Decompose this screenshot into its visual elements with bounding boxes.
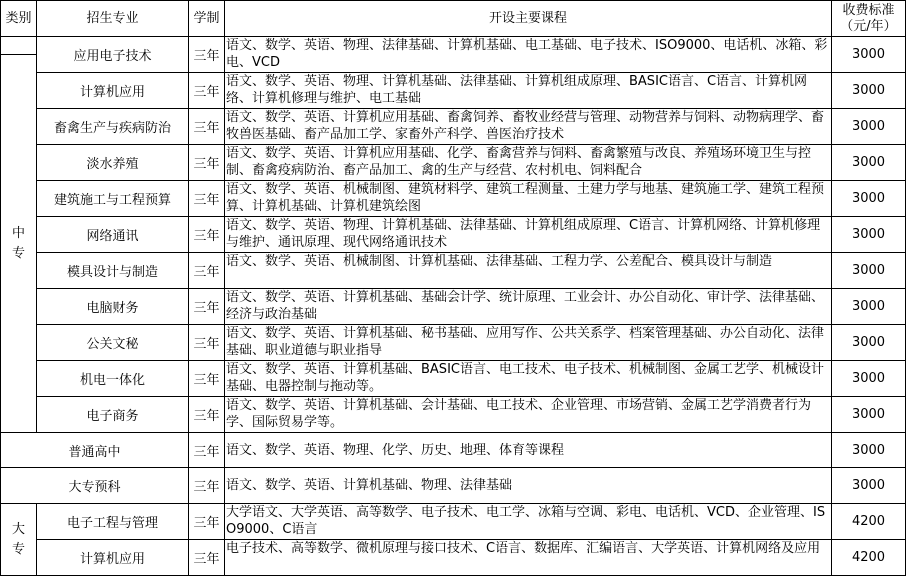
- courses-cell: 语文、数学、英语、计算机应用基础、畜禽饲养、畜牧业经营与管理、动物营养与饲料、动物病理学、畜牧兽医基础、畜产品加工学、家畜外产科学、兽医治疗技术: [225, 109, 832, 145]
- courses-cell: 语文、数学、英语、计算机基础、物理、法律基础: [225, 468, 832, 504]
- duration-cell: 三年: [189, 361, 225, 397]
- fee-cell: 3000: [832, 181, 906, 217]
- duration-cell: 三年: [189, 145, 225, 181]
- table-row: [1, 433, 906, 468]
- major-cell: 淡水养殖: [37, 145, 189, 181]
- major-cell: 计算机应用: [37, 540, 189, 576]
- category-college-char1: 大: [11, 521, 25, 537]
- fee-cell: 3000: [832, 325, 906, 361]
- courses-cell: 语文、数学、英语、机械制图、建筑材料学、建筑工程测量、土建力学与地基、建筑施工学、建筑工程预算、计算机基础、计算机建筑绘图: [225, 181, 832, 217]
- fee-cell: 3000: [832, 468, 906, 504]
- fee-cell: 3000: [832, 73, 906, 109]
- major-cell: 公关文秘: [37, 325, 189, 361]
- duration-cell: 三年: [189, 325, 225, 361]
- major-cell: 电子商务: [37, 397, 189, 433]
- fee-cell: 3000: [832, 109, 906, 145]
- courses-cell: 语文、数学、英语、计算机基础、基础会计学、统计原理、工业会计、办公自动化、审计学、法律基础、经济与政治基础: [225, 289, 832, 325]
- header-courses: 开设主要课程: [225, 1, 832, 37]
- courses-cell: 语文、数学、英语、计算机基础、秘书基础、应用写作、公共关系学、档案管理基础、办公自动化、法律基础、职业道德与职业指导: [225, 325, 832, 361]
- fee-cell: 3000: [832, 37, 906, 73]
- courses-cell: 大学语文、大学英语、高等数学、电子技术、电工学、冰箱与空调、彩电、电话机、VCD、企业管理、ISO9000、C语言: [225, 504, 832, 540]
- category-secondary-char2: 专: [11, 245, 25, 261]
- table-row: [1, 37, 906, 55]
- fee-cell: 3000: [832, 361, 906, 397]
- courses-cell: 语文、数学、英语、计算机应用基础、化学、畜禽营养与饲料、畜禽繁殖与改良、养殖场环境卫生与控制、畜禽疫病防治、畜产品加工、禽的生产与经营、农村机电、饲料配合: [225, 145, 832, 181]
- fee-cell: 4200: [832, 540, 906, 576]
- category-blank-cell: [1, 37, 37, 55]
- header-major: 招生专业: [37, 1, 189, 37]
- fee-cell: 3000: [832, 433, 906, 468]
- duration-cell: 三年: [189, 37, 225, 73]
- major-cell: 计算机应用: [37, 73, 189, 109]
- table-row: [1, 181, 906, 217]
- major-cell: 电脑财务: [37, 289, 189, 325]
- table-row: [1, 468, 906, 504]
- header-category: 类别: [1, 1, 37, 37]
- fee-cell: 3000: [832, 145, 906, 181]
- major-cell: 大专预科: [1, 468, 189, 504]
- courses-cell: 语文、数学、英语、计算机基础、会计基础、电工技术、企业管理、市场营销、金属工艺学消费者行为学、国际贸易学等。: [225, 397, 832, 433]
- table-row: [1, 361, 906, 397]
- duration-cell: 三年: [189, 540, 225, 576]
- duration-cell: 三年: [189, 468, 225, 504]
- fee-cell: 3000: [832, 253, 906, 289]
- table-row: [1, 540, 906, 576]
- major-cell: 模具设计与制造: [37, 253, 189, 289]
- category-secondary-cell: [1, 55, 37, 433]
- courses-cell: 语文、数学、英语、物理、化学、历史、地理、体育等课程: [225, 433, 832, 468]
- duration-cell: 三年: [189, 217, 225, 253]
- duration-cell: 三年: [189, 397, 225, 433]
- header-fee-line1: 收费标准: [842, 2, 895, 18]
- major-cell: 网络通讯: [37, 217, 189, 253]
- header-fee-line2: （元/年）: [840, 18, 897, 34]
- courses-cell: 语文、数学、英语、物理、法律基础、计算机基础、电工基础、电子技术、ISO9000、电话机、冰箱、彩电、VCD: [225, 37, 832, 73]
- courses-cell: 语文、数学、英语、物理、计算机基础、法律基础、计算机组成原理、BASIC语言、C语言、计算机网络、计算机修理与维护、电工基础: [225, 73, 832, 109]
- table-row: [1, 253, 906, 289]
- table-row: [1, 504, 906, 540]
- table-row: [1, 289, 906, 325]
- major-cell: 应用电子技术: [37, 37, 189, 73]
- duration-cell: 三年: [189, 289, 225, 325]
- major-cell: 机电一体化: [37, 361, 189, 397]
- header-duration: 学制: [189, 1, 225, 37]
- header-fee: [832, 1, 906, 37]
- duration-cell: 三年: [189, 73, 225, 109]
- fee-cell: 3000: [832, 217, 906, 253]
- duration-cell: 三年: [189, 504, 225, 540]
- table-row: [1, 109, 906, 145]
- major-cell: 建筑施工与工程预算: [37, 181, 189, 217]
- courses-cell: 语文、数学、英语、机械制图、计算机基础、法律基础、工程力学、公差配合、模具设计与制造: [225, 253, 832, 289]
- category-secondary-char1: 中: [11, 225, 25, 241]
- courses-cell: 电子技术、高等数学、微机原理与接口技术、C语言、数据库、汇编语言、大学英语、计算机网络及应用: [225, 540, 832, 576]
- duration-cell: 三年: [189, 181, 225, 217]
- major-cell: 电子工程与管理: [37, 504, 189, 540]
- table-row: [1, 145, 906, 181]
- table-row: [1, 73, 906, 109]
- major-cell: 畜禽生产与疾病防治: [37, 109, 189, 145]
- duration-cell: 三年: [189, 253, 225, 289]
- table-row: [1, 397, 906, 433]
- duration-cell: 三年: [189, 109, 225, 145]
- table-row: [1, 325, 906, 361]
- duration-cell: 三年: [189, 433, 225, 468]
- category-college-cell: [1, 504, 37, 576]
- fee-cell: 4200: [832, 504, 906, 540]
- header-row: [1, 1, 906, 37]
- courses-cell: 语文、数学、英语、计算机基础、BASIC语言、电工技术、电子技术、机械制图、金属工艺学、机械设计基础、电器控制与拖动等。: [225, 361, 832, 397]
- fee-cell: 3000: [832, 289, 906, 325]
- major-cell: 普通高中: [1, 433, 189, 468]
- fee-cell: 3000: [832, 397, 906, 433]
- category-college-char2: 专: [11, 541, 25, 557]
- table-row: [1, 217, 906, 253]
- courses-cell: 语文、数学、英语、物理、计算机基础、法律基础、计算机组成原理、C语言、计算机网络、计算机修理与维护、通讯原理、现代网络通讯技术: [225, 217, 832, 253]
